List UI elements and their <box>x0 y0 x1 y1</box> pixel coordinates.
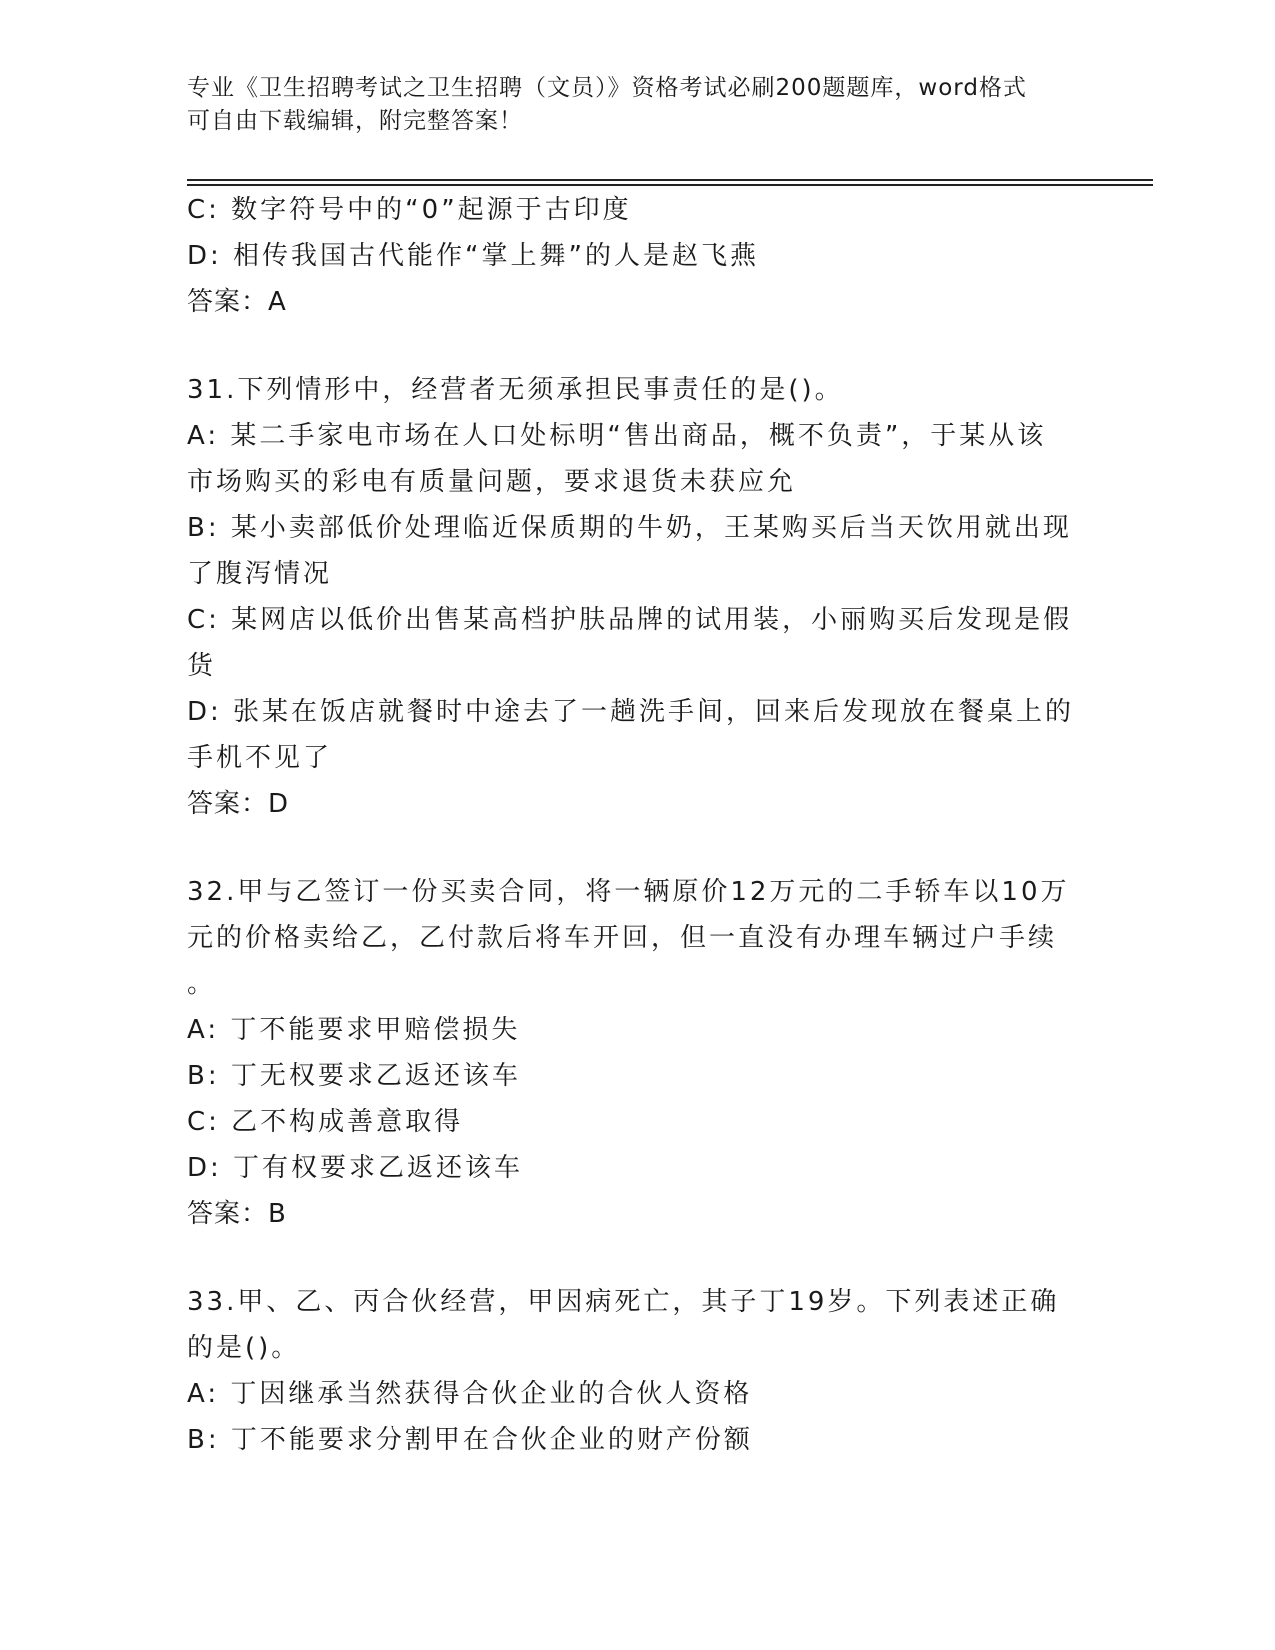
option-c: C: 数字符号中的“0”起源于古印度 <box>187 195 632 225</box>
option-d-cont: 手机不见了 <box>187 743 333 773</box>
header-line-2: 可自由下载编辑，附完整答案！ <box>187 108 523 134</box>
question-stem: 31.下列情形中，经营者无须承担民事责任的是()。 <box>187 375 844 405</box>
option-a: A: 丁因继承当然获得合伙企业的合伙人资格 <box>187 1379 753 1409</box>
answer: 答案：A <box>187 287 287 317</box>
spacer <box>187 325 1087 367</box>
question-30-tail <box>187 187 1087 325</box>
option-d: D: 丁有权要求乙返还该车 <box>187 1153 524 1183</box>
option-c: C: 乙不构成善意取得 <box>187 1107 464 1137</box>
answer: 答案：B <box>187 1199 287 1229</box>
question-33 <box>187 1279 1087 1463</box>
spacer <box>187 1237 1087 1279</box>
option-b: B: 某小卖部低价处理临近保质期的牛奶，王某购买后当天饮用就出现 <box>187 513 1072 543</box>
header-line-1: 专业《卫生招聘考试之卫生招聘（文员）》资格考试必刷200题题库，word格式 <box>187 75 1027 101</box>
document-header <box>187 72 1067 138</box>
question-list <box>187 187 1087 1463</box>
option-c-cont: 货 <box>187 651 217 681</box>
question-stem-cont: 元的价格卖给乙，乙付款后将车开回，但一直没有办理车辆过户手续 <box>187 923 1058 953</box>
option-b: B: 丁不能要求分割甲在合伙企业的财产份额 <box>187 1425 753 1455</box>
option-a-cont: 市场购买的彩电有质量问题，要求退货未获应允 <box>187 467 797 497</box>
question-stem: 33.甲、乙、丙合伙经营，甲因病死亡，其子丁19岁。下列表述正确 <box>187 1287 1060 1317</box>
question-stem-cont: 的是()。 <box>187 1333 301 1363</box>
question-stem: 32.甲与乙签订一份买卖合同，将一辆原价12万元的二手轿车以10万 <box>187 877 1070 907</box>
option-b: B: 丁无权要求乙返还该车 <box>187 1061 521 1091</box>
option-d: D: 相传我国古代能作“掌上舞”的人是赵飞燕 <box>187 241 759 271</box>
option-a: A: 丁不能要求甲赔偿损失 <box>187 1015 521 1045</box>
question-32 <box>187 869 1087 1237</box>
question-stem-end: 。 <box>187 969 217 999</box>
option-d: D: 张某在饭店就餐时中途去了一趟洗手间，回来后发现放在餐桌上的 <box>187 697 1075 727</box>
option-b-cont: 了腹泻情况 <box>187 559 333 589</box>
answer: 答案：D <box>187 789 290 819</box>
option-c: C: 某网店以低价出售某高档护肤品牌的试用装，小丽购买后发现是假 <box>187 605 1073 635</box>
spacer <box>187 827 1087 869</box>
header-divider-top <box>187 179 1153 181</box>
header-divider-bottom <box>187 184 1153 186</box>
question-31 <box>187 367 1087 827</box>
option-a: A: 某二手家电市场在人口处标明“售出商品，概不负责”，于某从该 <box>187 421 1047 451</box>
